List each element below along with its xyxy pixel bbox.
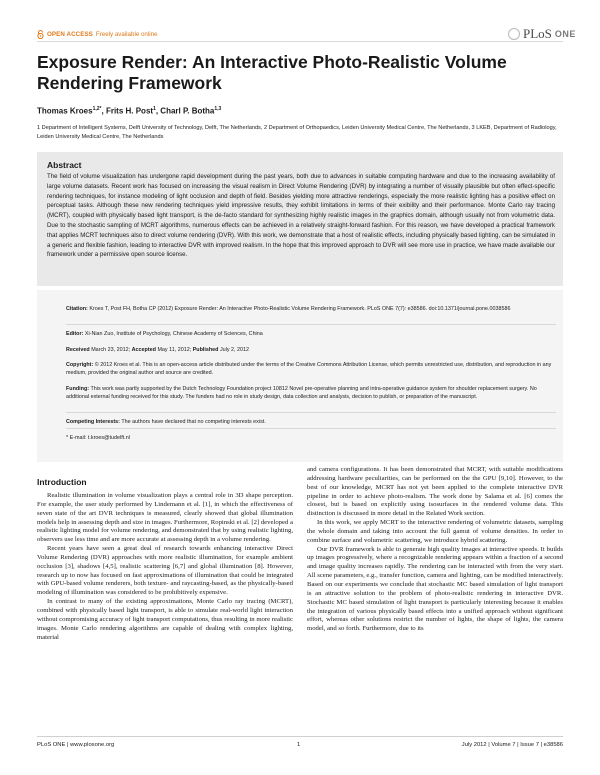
journal-logo (508, 26, 576, 42)
body-column-left (37, 492, 293, 642)
editor-label: Editor: (66, 331, 84, 337)
copyright-label: Copyright: (66, 362, 94, 368)
competing-text: The authors have declared that no competing interests exist. (121, 419, 266, 425)
info-divider (66, 324, 556, 325)
editor-text: Xi-Nian Zuo, Institute of Psychology, Chinese Academy of Sciences, China (84, 331, 263, 337)
accepted-date: May 11, 2012; (157, 347, 192, 353)
paragraph: Recent years have seen a great deal of research towards enhancing interactive Direct Volume Rendering (DVR) approaches with more realistic illumination, for example ambient occlusion [3], shadows [4,5], realistic scattering [6,7] and global illumination [8]. However, research up to now has focused on fast approximations of illumination that could be integrated with GPU-based volume renderers, both texture- and raycasting-based, as the physically-based modeling of illumination was considered to be prohibitively expensive. (37, 545, 293, 597)
accepted-label: Accepted (131, 347, 156, 353)
email (66, 434, 556, 442)
paragraph: Our DVR framework is able to generate high quality images at interactive speeds. It builds up images progressively, where a recognizable rendering appears within a fraction of a second and image quality increases rapidly. The rendering can be interacted with from the very start. All scene parameters, e.g., transfer function, camera and lighting, can be modified interactively. Based on our experiments we conclude that stochastic MC based simulation of light transport is an attractive solution to the problem of photo-realistic rendering in interactive DVR. Stochastic MC based simulation of light transport is particularly interesting because it enables the integration of various physically based effects into a unified approach without significant effort, whereas other solutions restrict the number of lights, the shape of lights, the camera model, and so forth. Furthermore, due to its (307, 545, 564, 633)
abstract-heading: Abstract (47, 160, 82, 170)
journal-logo-plos: PLoS (523, 26, 552, 41)
funding-label: Funding: (66, 386, 90, 392)
editor (66, 330, 556, 338)
paragraph: Realistic illumination in volume visualization plays a central role in 3D shape perception. For example, the user study performed by Lindemann et al. [1], in which the effectiveness of seven state of the art DVR techniques is measured, clearly showed that global illumination models help in assessing depth and size in images. Furthermore, Ropinski et al. [2] developed a realistic lighting model for volume rendering, and demonstrated that by using realistic lighting, observers use less time and are more accurate at assessing depth in a volume rendering. (37, 492, 293, 544)
open-access-label: OPEN ACCESS (47, 31, 93, 38)
open-access-lock-icon (37, 30, 44, 39)
paper-title: Exposure Render: An Interactive Photo-Realistic Volume Rendering Framework (37, 52, 507, 93)
author-affiliation-marker: 1,3 (214, 106, 222, 112)
journal-logo-one: ONE (554, 29, 576, 39)
plos-circle-icon (508, 28, 520, 40)
section-heading-introduction: Introduction (37, 477, 87, 487)
published-date: July 2, 2012 (219, 347, 250, 353)
affiliations: 1 Department of Intelligent Systems, Delft University of Technology, Delft, The Netherlands, 2 Department of Orthopaedics, Leiden University Medical Centre, The Netherlands, 3 LKEB, Department of Radiology, Leiden University Medical Centre, The Netherlands (37, 125, 557, 140)
email-link[interactable]: t.kroes@tudelft.nl (87, 435, 130, 441)
body-column-right (307, 466, 563, 634)
info-divider (66, 412, 556, 413)
funding-text: This work was partly supported by the Dutch Technology Foundation project 10812 Novel pre-operative planning and intra-operative guidance system for shoulder replacement surgery. No additional external funding received for this study. The funders had no role in study design, data collection and analysis, decision to publish, or preparation of the manuscript. (66, 386, 537, 401)
footer-journal[interactable]: PLoS ONE | www.plosone.org (37, 742, 115, 748)
dates (66, 346, 556, 354)
author-name: Charl P. Botha (160, 106, 215, 116)
copyright-text: © 2012 Kroes et al. This is an open-access article distributed under the terms of the Creative Commons Attribution License, which permits unrestricted use, distribution, and reproduction in any medium, provided the original author and source are credited. (66, 362, 552, 377)
footer-issue: July 2012 | Volume 7 | Issue 7 | e38586 (461, 742, 563, 748)
info-divider (66, 428, 556, 429)
footer-divider (37, 736, 563, 737)
author-name: Frits H. Post (105, 106, 154, 116)
funding (66, 385, 556, 401)
paragraph: In contrast to many of the existing approximations, Monte Carlo ray tracing (MCRT), combined with physically based light transport, is able to simulate real-world light interaction without compromising accuracy of light transport computations, thus resulting in more realistic images. Monte Carlo rendering algorithms are capable of dealing with complex lighting, material (37, 598, 293, 641)
open-access-badge (37, 30, 158, 39)
citation-text[interactable]: Kroes T, Post FH, Botha CP (2012) Exposure Render: An Interactive Photo-Realistic Volume Rendering Framework. PLoS ONE 7(7): e38586. doi:10.1371/journal.pone.0038586 (89, 306, 511, 312)
received-label: Received (66, 347, 90, 353)
received-date: March 23, 2012; (91, 347, 131, 353)
copyright (66, 361, 556, 377)
header-divider (37, 41, 563, 42)
competing-label: Competing Interests: (66, 419, 120, 425)
paragraph: In this work, we apply MCRT to the interactive rendering of volumetric datasets, sampling the whole domain and taking into account the full gamut of volume densities. In order to combine surface and volumetric scattering, we introduce hybrid scattering. (307, 519, 563, 544)
citation-label: Citation: (66, 306, 88, 312)
author-affiliation-marker: 1,2* (92, 106, 102, 112)
author-name: Thomas Kroes (37, 106, 93, 116)
competing-interests (66, 418, 556, 426)
email-label: * E-mail: (66, 435, 87, 441)
published-label: Published (192, 347, 219, 353)
author-list: Thomas Kroes$^{1,2*}$, Frits H. Post$^1$, Charl P. Botha$^{1,3}$ (37, 106, 222, 116)
freely-available-label: Freely available online (95, 31, 158, 38)
page-number: 1 (297, 742, 301, 748)
citation (66, 305, 556, 313)
paragraph: and camera configurations. It has been demonstrated that MCRT, with suitable modifications addressing hardware peculiarities, can be performed on the the GPU [9,10]. However, to the best of our knowledge, MCRT has not yet been applied to the complete interactive DVR pipeline in order to achieve photo-realism. The work done by Salama et al. [6] comes the closest, but is based on explicitly using isosurfaces in the rendered volume data. This distinction is discussed in more detail in the Related Work section. (307, 466, 563, 518)
abstract-text: The field of volume visualization has undergone rapid development during the past years, both due to advances in suitable computing hardware and due to the increasing availability of large volume datasets. Recent work has focused on increasing the visual realism in Direct Volume Rendering (DVR) by integrating a number of visually plausible but often effect-specific rendering techniques, for instance modeling of light occlusion and depth of field. Besides yielding more attractive renderings, especially the more realistic lighting has a positive effect on perceptual tasks. Although these new rendering techniques yield impressive results, they exhibit limitations in terms of their exibility and their performance. Monte Carlo ray tracing (MCRT), coupled with physically based light transport, is the de-facto standard for synthesizing highly realistic images in the graphics domain, although usually not from volumetric data. Due to the stochastic sampling of MCRT algorithms, numerous effects can be achieved in a relatively straight-forward fashion. For this reason, we have developed a practical framework that applies MCRT techniques also to direct volume rendering (DVR). With this work, we demonstrate that a host of realistic effects, including physically based lighting, can be simulated in a generic and flexible fashion, leading to interactive DVR with improved realism. In the hope that this improved approach to DVR will see more use in practice, we have made available our framework under a permissive open source license. (47, 173, 555, 259)
author-affiliation-marker: 1 (153, 106, 156, 112)
